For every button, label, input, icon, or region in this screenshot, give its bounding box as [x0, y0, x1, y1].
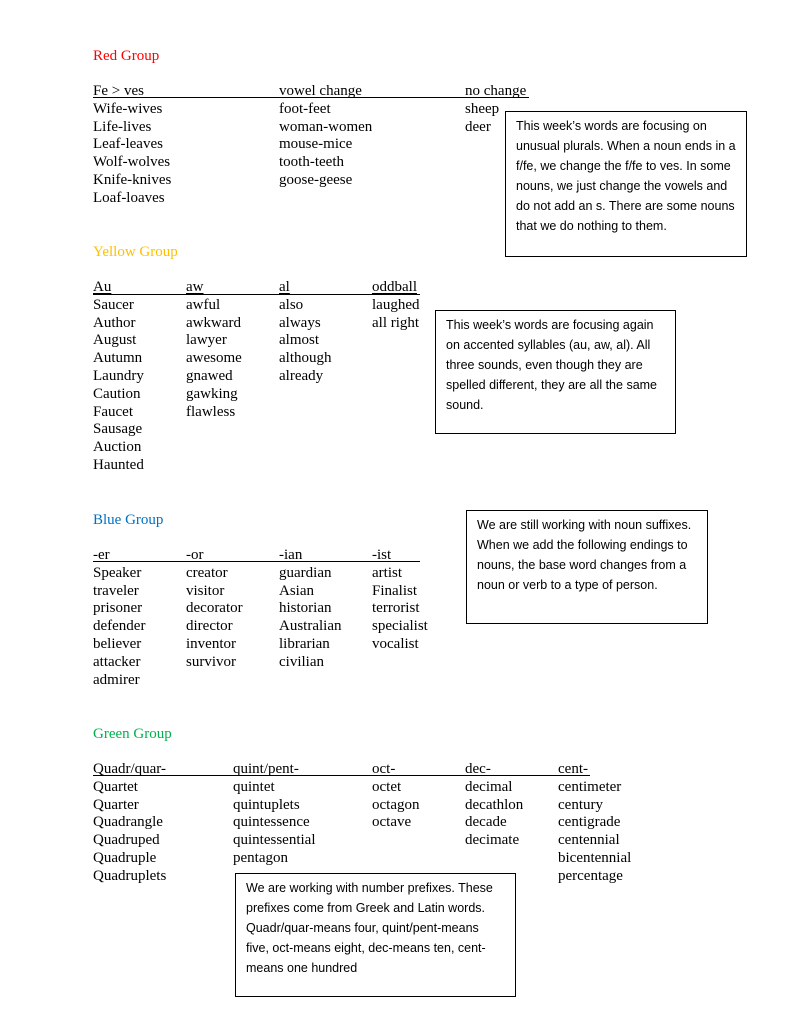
green-word: decimal [465, 778, 513, 795]
blue-group-title: Blue Group [93, 512, 164, 528]
yellow-word: Haunted [93, 456, 144, 473]
green-word: percentage [558, 867, 623, 884]
green-column-header: Quadr/quar- [93, 761, 167, 777]
red-col-1 [93, 83, 171, 208]
green-word: centennial [558, 832, 620, 849]
red-column-header: no change [465, 83, 527, 99]
yellow-col-1 [93, 279, 144, 475]
green-word: Quadruplets [93, 867, 167, 884]
blue-col-1 [93, 547, 145, 689]
green-word: quintessence [233, 814, 310, 831]
yellow-word: also [279, 296, 304, 313]
red-word: Wife-wives [93, 100, 163, 117]
green-word: decade [465, 814, 507, 831]
blue-word: believer [93, 635, 142, 652]
green-note-box: We are working with number prefixes. These prefixes come from Greek and Latin words. Quadr/quar-means four, quint/pent-means five, oct-means eight, dec-means ten, cent-means one hundred [235, 873, 516, 997]
yellow-word: although [279, 350, 332, 367]
yellow-word: Laundry [93, 367, 144, 384]
green-col-3 [372, 761, 419, 832]
red-column-header: Fe > ves [93, 83, 144, 99]
red-word: woman-women [279, 118, 373, 135]
blue-word: terrorist [372, 600, 420, 617]
blue-column-header: -ian [279, 547, 303, 563]
blue-word: Asian [279, 582, 314, 599]
red-group-title: Red Group [93, 48, 160, 64]
red-word: mouse-mice [279, 136, 353, 153]
blue-word: prisoner [93, 600, 143, 617]
green-col-5 [558, 761, 631, 886]
yellow-word: flawless [186, 403, 236, 420]
green-word: quintessential [233, 832, 316, 849]
blue-word: attacker [93, 653, 141, 670]
green-word: centimeter [558, 778, 622, 795]
green-word: decimate [465, 832, 520, 849]
green-column-header: quint/pent- [233, 761, 299, 777]
yellow-word: laughed [372, 296, 420, 313]
green-word: Quadruped [93, 832, 160, 849]
blue-word: survivor [186, 653, 236, 670]
yellow-word: already [279, 367, 324, 384]
blue-word: traveler [93, 582, 139, 599]
blue-word: director [186, 618, 233, 635]
blue-word: admirer [93, 671, 140, 688]
red-word: foot-feet [279, 100, 331, 117]
yellow-word: gawking [186, 385, 238, 402]
yellow-word: Faucet [93, 403, 133, 420]
yellow-word: Sausage [93, 421, 143, 438]
blue-word: Speaker [93, 564, 142, 581]
blue-word: artist [372, 564, 402, 581]
blue-word: visitor [186, 582, 225, 599]
blue-word: Finalist [372, 582, 418, 599]
blue-col-2 [186, 547, 243, 672]
yellow-column-header: Au [93, 279, 112, 295]
green-column-header: cent- [558, 761, 588, 777]
blue-word: guardian [279, 564, 332, 581]
green-word: decathlon [465, 796, 524, 813]
yellow-word: always [279, 314, 321, 331]
yellow-word: Author [93, 314, 136, 331]
blue-word: vocalist [372, 635, 419, 652]
yellow-word: Saucer [93, 296, 134, 313]
yellow-column-header: aw [186, 279, 204, 295]
green-word: Quarter [93, 796, 139, 813]
yellow-word: gnawed [186, 367, 233, 384]
blue-word: defender [93, 618, 146, 635]
blue-word: inventor [186, 635, 236, 652]
blue-word: creator [186, 564, 228, 581]
yellow-word: almost [279, 332, 319, 349]
green-word: octave [372, 814, 412, 831]
yellow-col-4 [372, 279, 419, 332]
green-group-title: Green Group [93, 726, 172, 742]
blue-column-header: -or [186, 547, 204, 563]
red-word: deer [465, 118, 491, 135]
blue-col-3 [279, 547, 341, 672]
red-column-header: vowel change [279, 83, 362, 99]
red-word: sheep [465, 100, 500, 117]
red-word: Leaf-leaves [93, 136, 163, 153]
green-word: octagon [372, 796, 420, 813]
green-column-header: oct- [372, 761, 396, 777]
green-word: pentagon [233, 849, 288, 866]
yellow-col-3 [279, 279, 332, 386]
blue-word: decorator [186, 600, 243, 617]
red-word: Life-lives [93, 118, 152, 135]
red-word: Wolf-wolves [93, 154, 171, 171]
yellow-word: Caution [93, 385, 141, 402]
yellow-word: August [93, 332, 137, 349]
yellow-column-header: oddball [372, 279, 417, 295]
green-word: octet [372, 778, 402, 795]
red-note-box: This week’s words are focusing on unusual plurals. When a noun ends in a f/fe, we change the f/fe to ves. In some nouns, we just change the vowels and do not add an s. There are some nouns that we do nothing to them. [505, 111, 747, 257]
green-word: Quartet [93, 778, 138, 795]
green-word: quintet [233, 778, 275, 795]
red-word: Knife-knives [93, 171, 172, 188]
green-word: century [558, 796, 603, 813]
red-word: Loaf-loaves [93, 189, 165, 206]
green-col-2 [233, 761, 316, 868]
green-word: quintuplets [233, 796, 300, 813]
green-word: bicentennial [558, 849, 632, 866]
red-word: goose-geese [279, 171, 353, 188]
red-col-2 [279, 83, 372, 190]
yellow-note-box: This week’s words are focusing again on accented syllables (au, aw, al). All three sounds, even though they are spelled different, they are all the same sound. [435, 310, 676, 434]
yellow-word: awkward [186, 314, 241, 331]
blue-column-header: -ist [372, 547, 392, 563]
green-word: Quadruple [93, 849, 157, 866]
yellow-word: Auction [93, 439, 142, 456]
yellow-word: Autumn [93, 350, 143, 367]
green-word: Quadrangle [93, 814, 163, 831]
yellow-column-header: al [279, 279, 290, 295]
blue-word: historian [279, 600, 332, 617]
blue-note-box: We are still working with noun suffixes. When we add the following endings to nouns, the base word changes from a noun or verb to a type of person. [466, 510, 708, 624]
blue-word: civilian [279, 653, 324, 670]
blue-col-4 [372, 547, 428, 654]
blue-word: Australian [279, 618, 342, 635]
yellow-word: awful [186, 296, 221, 313]
yellow-word: lawyer [186, 332, 227, 349]
blue-column-header: -er [93, 547, 110, 563]
green-column-header: dec- [465, 761, 491, 777]
green-col-4 [465, 761, 523, 850]
green-word: centigrade [558, 814, 621, 831]
yellow-word: all right [372, 314, 420, 331]
red-word: tooth-teeth [279, 154, 344, 171]
blue-word: librarian [279, 635, 330, 652]
yellow-word: awesome [186, 350, 242, 367]
blue-word: specialist [372, 618, 428, 635]
green-col-1 [93, 761, 166, 886]
yellow-col-2 [186, 279, 242, 421]
yellow-group-title: Yellow Group [93, 244, 178, 260]
